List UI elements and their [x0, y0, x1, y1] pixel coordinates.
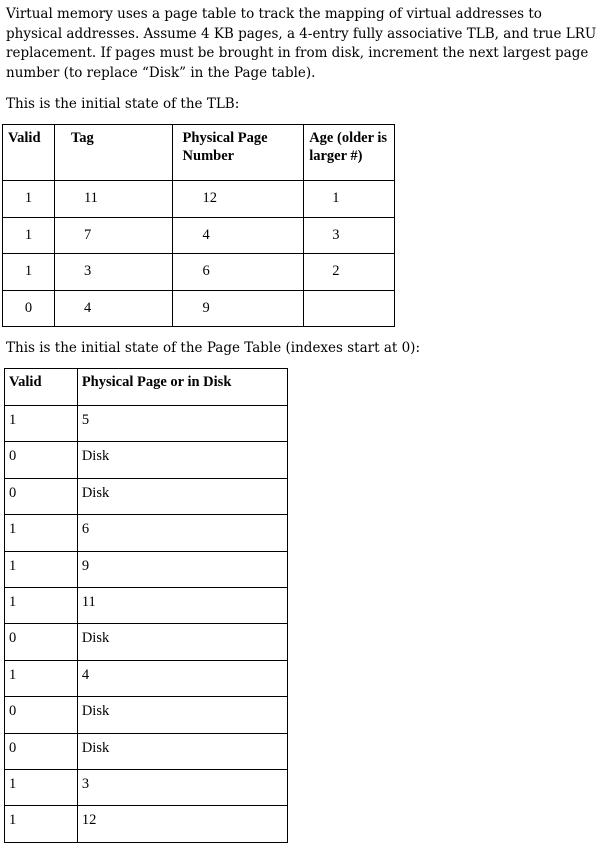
page-table-cell-location: 3 [77, 769, 287, 805]
tlb-cell-age: 3 [304, 217, 395, 254]
page-table-row [5, 406, 288, 442]
tlb-row [3, 181, 395, 218]
page-table-row [5, 769, 288, 805]
page-table-row [5, 587, 288, 623]
tlb-cell-ppn: 9 [172, 290, 304, 327]
tlb-cell-valid: 0 [3, 290, 55, 327]
page-table-cell-valid: 1 [5, 769, 78, 805]
tlb-header-valid: Valid [3, 125, 55, 181]
page-table-cell-valid: 0 [5, 733, 78, 769]
page-table-cell-valid: 1 [5, 406, 78, 442]
page-table-cell-valid: 1 [5, 551, 78, 587]
tlb-cell-age: 2 [304, 254, 395, 291]
page-table-header-valid: Valid [5, 369, 78, 406]
page-table-cell-location: 9 [77, 551, 287, 587]
page-table-cell-location: Disk [77, 442, 287, 478]
tlb-cell-tag: 11 [54, 181, 172, 218]
tlb-cell-tag: 3 [54, 254, 172, 291]
tlb-row [3, 254, 395, 291]
page-table-row [5, 551, 288, 587]
tlb-cell-ppn: 6 [172, 254, 304, 291]
tlb-cell-ppn: 12 [172, 181, 304, 218]
page-table-row [5, 515, 288, 551]
tlb-cell-valid: 1 [3, 254, 55, 291]
tlb-table [2, 124, 395, 327]
page-table-cell-valid: 1 [5, 515, 78, 551]
page-table-cell-location: Disk [77, 624, 287, 660]
tlb-cell-tag: 7 [54, 217, 172, 254]
tlb-cell-age [304, 290, 395, 327]
page-table-cell-location: Disk [77, 697, 287, 733]
page-table [4, 368, 288, 843]
tlb-cell-valid: 1 [3, 181, 55, 218]
page-table-cell-valid: 1 [5, 806, 78, 842]
intro-paragraph: Virtual memory uses a page table to track the mapping of virtual addresses to physical addresses. Assume 4 KB pages, a 4-entry fully associative TLB, and true LRU replacement. If pages must be brought in from disk, increment the next largest page number (to replace “Disk” in the Page table). [6, 6, 597, 81]
page-table-header-row [5, 369, 288, 406]
tlb-header-age: Age (older is larger #) [304, 125, 395, 181]
page-table-row [5, 442, 288, 478]
page-table-cell-valid: 0 [5, 697, 78, 733]
page-table-cell-location: 4 [77, 660, 287, 696]
tlb-cell-ppn: 4 [172, 217, 304, 254]
page-table-cell-valid: 1 [5, 660, 78, 696]
page-table-cell-location: 12 [77, 806, 287, 842]
page-table-row [5, 624, 288, 660]
tlb-cell-tag: 4 [54, 290, 172, 327]
tlb-cell-valid: 1 [3, 217, 55, 254]
page-table-cell-location: Disk [77, 478, 287, 514]
page-table-cell-location: 6 [77, 515, 287, 551]
page-table-row [5, 697, 288, 733]
page-table-row [5, 478, 288, 514]
tlb-row [3, 217, 395, 254]
page-table-cell-valid: 1 [5, 587, 78, 623]
tlb-row [3, 290, 395, 327]
page-table-cell-valid: 0 [5, 478, 78, 514]
page-table-row [5, 733, 288, 769]
page-table-cell-location: 11 [77, 587, 287, 623]
page-table-cell-valid: 0 [5, 624, 78, 660]
page-table-caption: This is the initial state of the Page Table (indexes start at 0): [6, 340, 420, 356]
page-table-row [5, 806, 288, 842]
page-table-row [5, 660, 288, 696]
page-table-cell-valid: 0 [5, 442, 78, 478]
page-table-header-location: Physical Page or in Disk [77, 369, 287, 406]
tlb-header-tag: Tag [54, 125, 172, 181]
tlb-cell-age: 1 [304, 181, 395, 218]
tlb-header-row [3, 125, 395, 181]
tlb-caption: This is the initial state of the TLB: [6, 96, 240, 112]
page-table-cell-location: 5 [77, 406, 287, 442]
tlb-header-physical-page-number: Physical Page Number [172, 125, 304, 181]
page-table-cell-location: Disk [77, 733, 287, 769]
